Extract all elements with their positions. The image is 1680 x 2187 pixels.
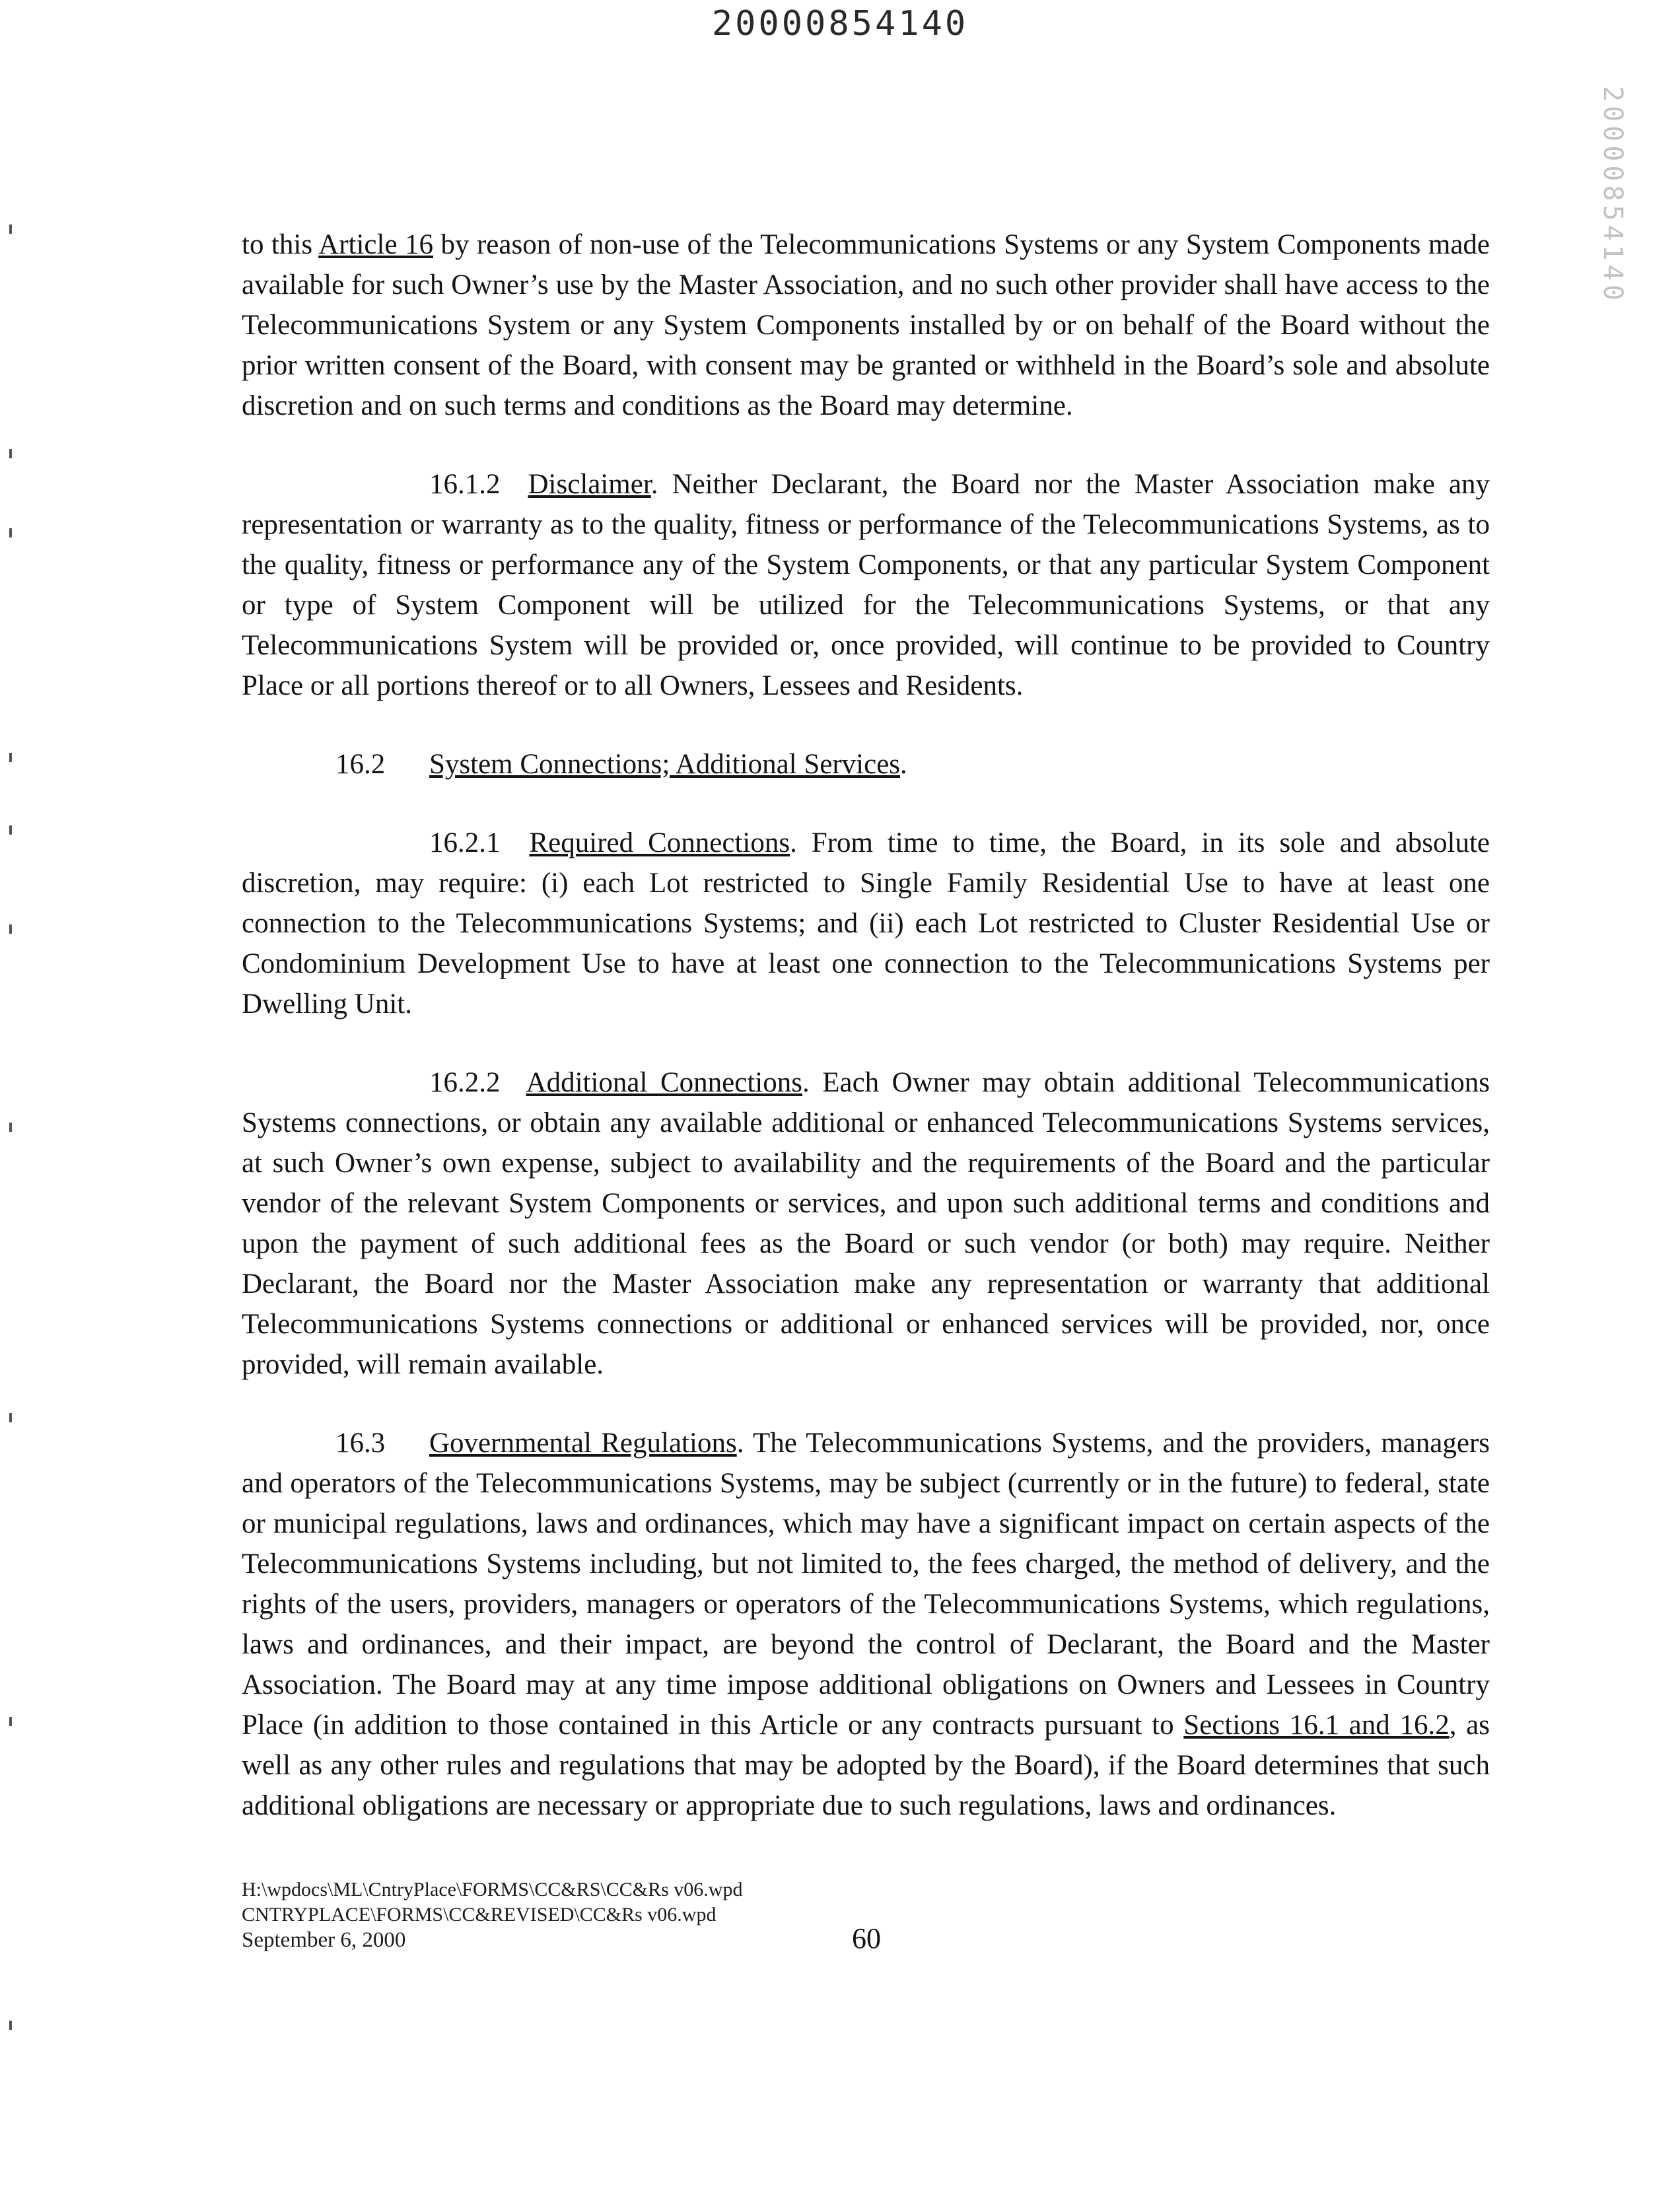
section-number: 16.2.2: [429, 1067, 501, 1098]
document-id-stamp: 20000854140: [711, 4, 969, 44]
section-text: . Neither Declarant, the Board nor the Master Association make any representation or warranty as to the quality, fitness or performance of the Telecommunications Systems, as to the quality, fitness or performance any of the System Components, or that any particular System Component or type of System Component will be utilized for the Telecommunications Systems, or that any Telecommunications System will be provided or, once provided, will continue to be provided to Country Place or all portions thereof or to all Owners, Lessees and Residents.: [242, 469, 1490, 701]
section-number: 16.2.1: [429, 827, 501, 858]
section-title: Governmental Regulations: [429, 1428, 737, 1459]
section-text: . Each Owner may obtain additional Telecommunications Systems connections, or obtain any available additional or enhanced Telecommunications Systems services, at such Owner’s own expense, subject to availability and the requirements of the Board and the particular vendor of the relevant System Components or services, and upon such additional terms and conditions and upon the payment of such additional fees as the Board or such vendor (or both) may require. Neither Declarant, the Board nor the Master Association make any representation or warranty that additional Telecommunications Systems connections or additional or enhanced services will be provided, nor, once provided, will remain available.: [242, 1067, 1490, 1380]
spacer: [242, 1024, 1490, 1062]
document-body: [242, 225, 1490, 1826]
spacer: [242, 426, 1490, 464]
section-number: 16.3: [335, 1428, 386, 1459]
page-number: 60: [852, 1922, 881, 1955]
section-number: 16.2: [335, 749, 386, 780]
section-title-suffix: .: [900, 749, 907, 780]
scan-margin-mark: [9, 753, 12, 762]
scan-margin-mark: [9, 1717, 12, 1726]
section-16-1-2: [242, 464, 1490, 706]
section-text: . From time to time, the Board, in its sole and absolute discretion, may require: (i) each Lot restricted to Single Family Residential Use to have at least one connection to the Telecommunications Systems; and (ii) each Lot restricted to Cluster Residential Use or Condominium Development Use to have at least one connection to the Telecommunications Systems per Dwelling Unit.: [242, 827, 1490, 1020]
scan-margin-mark: [9, 449, 12, 458]
para1-text-start: to this: [242, 229, 319, 260]
section-title: System Connections; Additional Services: [429, 749, 901, 780]
article-16-reference: Article 16: [318, 229, 434, 260]
footer-file-path-1: H:\wpdocs\ML\CntryPlace\FORMS\CC&RS\CC&Rs v06.wpd: [242, 1879, 743, 1900]
section-title: Additional Connections: [526, 1067, 802, 1098]
scan-margin-mark: [9, 528, 12, 538]
section-text-end: , as well as any other rules and regulations that may be adopted by the Board), if the Board determines that such additional obligations are necessary or appropriate due to such regulations, laws and ordinances.: [242, 1710, 1490, 1821]
scan-margin-mark: [9, 2021, 12, 2030]
spacer: [242, 1385, 1490, 1423]
section-16-3: [242, 1423, 1490, 1826]
para1-text-end: by reason of non-use of the Telecommunications Systems or any System Components made available for such Owner’s use by the Master Association, and no such other provider shall have access to the Telecommunications System or any System Components installed by or on behalf of the Board without the prior written consent of the Board, with consent may be granted or withheld in the Board’s sole and absolute discretion and on such terms and conditions as the Board may determine.: [242, 229, 1490, 421]
section-title: Disclaimer: [528, 469, 651, 500]
scan-margin-mark: [9, 825, 12, 835]
footer-file-path-2: CNTRYPLACE\FORMS\CC&REVISED\CC&Rs v06.wpd: [242, 1904, 717, 1926]
side-id-stamp: 20000854140: [1597, 86, 1628, 304]
footer-date: September 6, 2000: [242, 1928, 406, 1952]
section-title: Required Connections: [529, 827, 790, 858]
spacer: [242, 706, 1490, 744]
scan-margin-mark: [9, 1123, 12, 1132]
section-16-2-1: [242, 823, 1490, 1024]
section-16-2-heading: [242, 744, 1490, 784]
section-16-2-2: [242, 1062, 1490, 1385]
section-number: 16.1.2: [429, 469, 501, 500]
scan-margin-mark: [9, 225, 12, 234]
spacer: [242, 784, 1490, 823]
scan-margin-mark: [9, 924, 12, 934]
section-text: . The Telecommunications Systems, and the providers, managers and operators of the Telecommunications Systems, may be subject (currently or in the future) to federal, state or municipal regulations, laws and ordinances, which may have a significant impact on certain aspects of the Telecommunications Systems including, but not limited to, the fees charged, the method of delivery, and the rights of the users, providers, managers or operators of the Telecommunications Systems, which regulations, laws and ordinances, and their impact, are beyond the control of Declarant, the Board and the Master Association. The Board may at any time impose additional obligations on Owners and Lessees in Country Place (in addition to those contained in this Article or any contracts pursuant to: [242, 1428, 1490, 1741]
scan-margin-mark: [9, 1413, 12, 1422]
paragraph-article-16-continuation: [242, 225, 1490, 426]
sections-16-1-16-2-reference: Sections 16.1 and 16.2: [1183, 1710, 1450, 1741]
